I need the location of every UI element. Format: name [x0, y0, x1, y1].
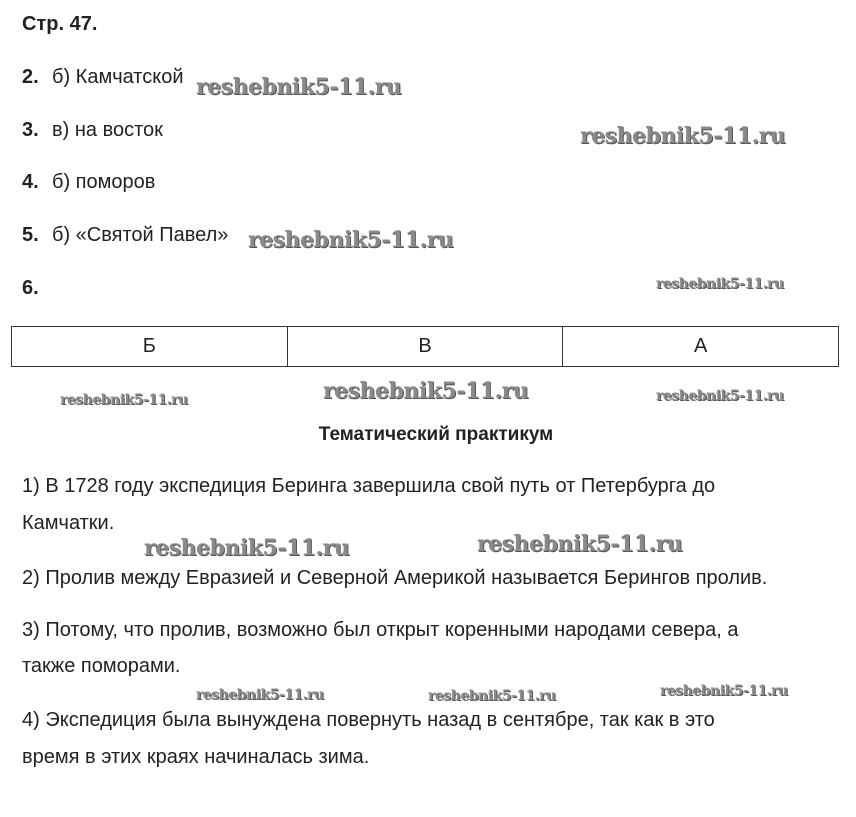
answer-number: 5. — [22, 224, 39, 246]
table-cell: Б — [12, 327, 288, 367]
paragraph-line: Камчатки. — [22, 512, 115, 534]
watermark: reshebnik5-11.ru — [248, 227, 454, 253]
answer-text: б) «Святой Павел» — [52, 224, 229, 246]
watermark: reshebnik5-11.ru — [323, 378, 529, 404]
watermark: reshebnik5-11.ru — [477, 531, 683, 557]
answer-item — [22, 225, 228, 245]
watermark: reshebnik5-11.ru — [656, 388, 784, 404]
paragraph-line: 2) Пролив между Евразией и Северной Америкой называется Берингов пролив. — [22, 567, 768, 589]
watermark: reshebnik5-11.ru — [656, 276, 784, 292]
answer-number: 4. — [22, 171, 39, 193]
answer-item — [22, 67, 184, 87]
paragraph-line: 4) Экспедиция была вынуждена повернуть назад в сентябре, так как в это — [22, 709, 715, 731]
paragraph-line: 1) В 1728 году экспедиция Беринга завершила свой путь от Петербурга до — [22, 475, 716, 497]
answer-item — [22, 172, 155, 192]
watermark: reshebnik5-11.ru — [428, 688, 556, 704]
paragraph-line: 3) Потому, что пролив, возможно был открыт коренными народами севера, а — [22, 619, 739, 641]
answer-text: б) Камчатской — [52, 66, 184, 88]
paragraph-line: также поморами. — [22, 655, 181, 677]
watermark: reshebnik5-11.ru — [196, 74, 402, 100]
answer-text: в) на восток — [52, 119, 163, 141]
section-heading: Тематический практикум — [318, 424, 554, 445]
watermark: reshebnik5-11.ru — [660, 683, 788, 699]
answer-table — [11, 326, 839, 367]
watermark: reshebnik5-11.ru — [144, 535, 350, 561]
answer-item — [22, 120, 163, 140]
watermark: reshebnik5-11.ru — [60, 392, 188, 408]
table-cell: В — [287, 327, 563, 367]
table-row — [12, 327, 839, 367]
answer-item — [22, 278, 52, 298]
answer-number: 2. — [22, 66, 39, 88]
answer-text: б) поморов — [52, 171, 156, 193]
answer-number: 3. — [22, 119, 39, 141]
watermark: reshebnik5-11.ru — [580, 123, 786, 149]
paragraph-line: время в этих краях начиналась зима. — [22, 746, 370, 768]
watermark: reshebnik5-11.ru — [196, 687, 324, 703]
table-cell: А — [563, 327, 839, 367]
page-title: Стр. 47. — [22, 13, 98, 35]
answer-number: 6. — [22, 277, 39, 299]
